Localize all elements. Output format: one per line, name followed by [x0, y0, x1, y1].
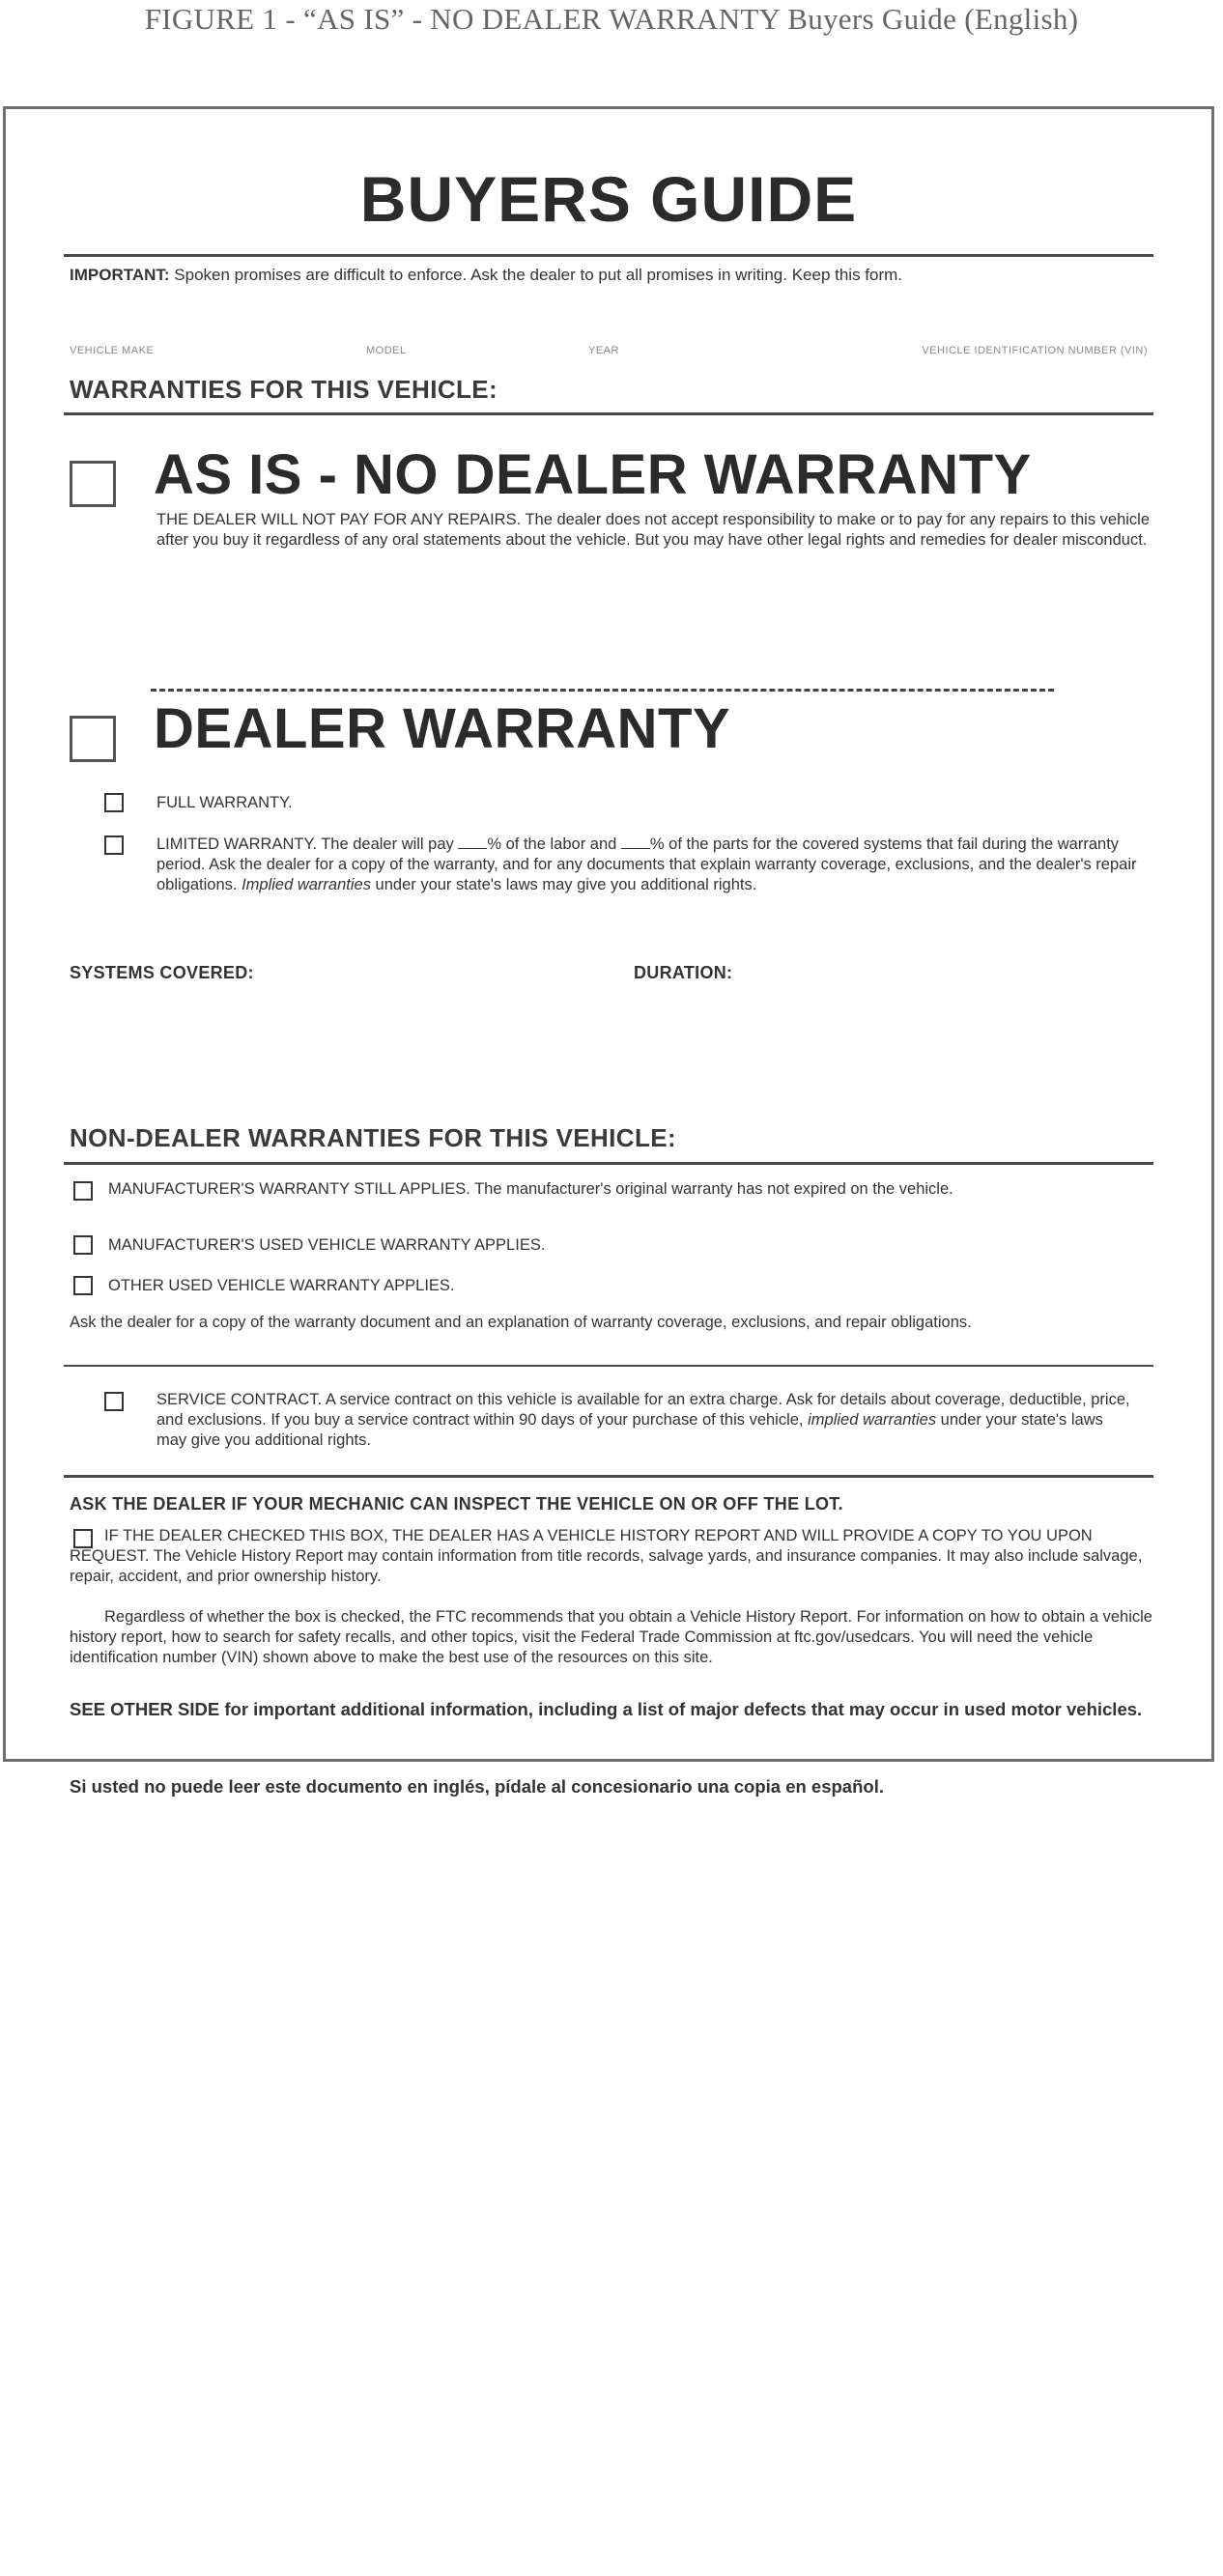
service-rule-bottom — [64, 1475, 1153, 1478]
warranties-rule — [64, 412, 1153, 415]
form-title: BUYERS GUIDE — [359, 163, 858, 235]
spanish-notice: Si usted no puede leer este documento en inglés, pídale al concesionario una copia en español. — [70, 1776, 884, 1797]
ftc-recommendation-text: Regardless of whether the box is checked, the FTC recommends that you obtain a Vehicle History Report. For information on how to obtain a vehicle history report, how to search for safety recalls, and other topics, visit the Federal Trade Commission at ftc.gov/usedcars. You will need the vehicle identification number (VIN) shown above to make the best use of the resources on this site. — [70, 1608, 1152, 1666]
as-is-heading: AS IS - NO DEALER WARRANTY — [154, 443, 1032, 506]
systems-covered-label: SYSTEMS COVERED: — [70, 963, 254, 982]
vin-label: VEHICLE IDENTIFICATION NUMBER (VIN) — [922, 345, 1148, 356]
title-rule — [64, 254, 1153, 257]
duration-label: DURATION: — [634, 963, 733, 982]
service-contract-text: SERVICE CONTRACT. A service contract on this vehicle is available for an extra charge. Ask for details about coverage, deductible, price, and exclusions. If you buy a service contract within 90 days of your purchase of this vehicle, implied warranties under your state's laws may give you additional rights. — [156, 1391, 1130, 1449]
non-dealer-note: Ask the dealer for a copy of the warranty document and an explanation of warranty coverage, exclusions, and repair obligations. — [70, 1314, 972, 1331]
manufacturer-used-text: MANUFACTURER'S USED VEHICLE WARRANTY APPLIES. — [108, 1236, 546, 1254]
important-label: IMPORTANT: — [70, 266, 170, 284]
non-dealer-heading: NON-DEALER WARRANTIES FOR THIS VEHICLE: — [70, 1123, 677, 1152]
important-notice — [70, 266, 902, 285]
figure-caption: FIGURE 1 - “AS IS” - NO DEALER WARRANTY Buyers Guide (English) — [144, 2, 1079, 36]
warranties-heading: WARRANTIES FOR THIS VEHICLE: — [70, 375, 498, 404]
limited-warranty-checkbox[interactable] — [104, 835, 124, 855]
as-is-text: THE DEALER WILL NOT PAY FOR ANY REPAIRS. The dealer does not accept responsibility to make or to pay for any repairs to this vehicle after you buy it regardless of any oral statements about the vehicle. But you may have other legal rights and remedies for dealer misconduct. — [156, 511, 1151, 549]
model-label: MODEL — [366, 345, 407, 356]
non-dealer-rule — [64, 1162, 1153, 1165]
full-warranty-checkbox[interactable] — [104, 793, 124, 812]
other-used-text: OTHER USED VEHICLE WARRANTY APPLIES. — [108, 1277, 455, 1294]
vehicle-make-label: VEHICLE MAKE — [70, 345, 155, 356]
service-rule-top — [64, 1365, 1153, 1367]
see-other-side-text: SEE OTHER SIDE for important additional information, including a list of major defects that may occur in used motor vehicles. — [70, 1699, 1143, 1719]
dealer-warranty-checkbox[interactable] — [70, 716, 116, 762]
manufacturer-warranty-text: MANUFACTURER'S WARRANTY STILL APPLIES. The manufacturer's original warranty has not expired on the vehicle. — [108, 1180, 953, 1198]
manufacturer-used-checkbox[interactable] — [73, 1235, 93, 1255]
year-label: YEAR — [588, 345, 619, 356]
inspect-heading: ASK THE DEALER IF YOUR MECHANIC CAN INSPECT THE VEHICLE ON OR OFF THE LOT. — [70, 1494, 843, 1514]
vehicle-history-text: IF THE DEALER CHECKED THIS BOX, THE DEALER HAS A VEHICLE HISTORY REPORT AND WILL PROVIDE A COPY TO YOU UPON REQUEST. The Vehicle History Report may contain information from title records, salvage yards, and insurance companies. It may also include salvage, repair, accident, and prior ownership history. — [70, 1527, 1143, 1585]
service-contract-checkbox[interactable] — [104, 1392, 124, 1411]
labor-percent-blank[interactable] — [458, 835, 487, 849]
other-used-checkbox[interactable] — [73, 1276, 93, 1295]
full-warranty-label: FULL WARRANTY. — [156, 794, 293, 811]
buyers-guide-form — [3, 106, 1214, 1797]
parts-percent-blank[interactable] — [621, 835, 650, 849]
vehicle-info-fields — [70, 345, 1148, 364]
dealer-warranty-heading: DEALER WARRANTY — [154, 697, 731, 760]
limited-warranty-text: LIMITED WARRANTY. The dealer will pay % of the labor and % of the parts for the covered systems that fail during the warranty period. Ask the dealer for a copy of the warranty, and for any documents that explain warranty coverage, exclusions, and the dealer's repair obligations. Implied warranties under your state's laws may give you additional rights. — [156, 835, 1137, 893]
important-text: Spoken promises are difficult to enforce. Ask the dealer to put all promises in writing. Keep this form. — [174, 266, 903, 284]
as-is-checkbox[interactable] — [70, 461, 116, 507]
manufacturer-warranty-checkbox[interactable] — [73, 1181, 93, 1201]
dashed-divider — [151, 689, 1054, 692]
